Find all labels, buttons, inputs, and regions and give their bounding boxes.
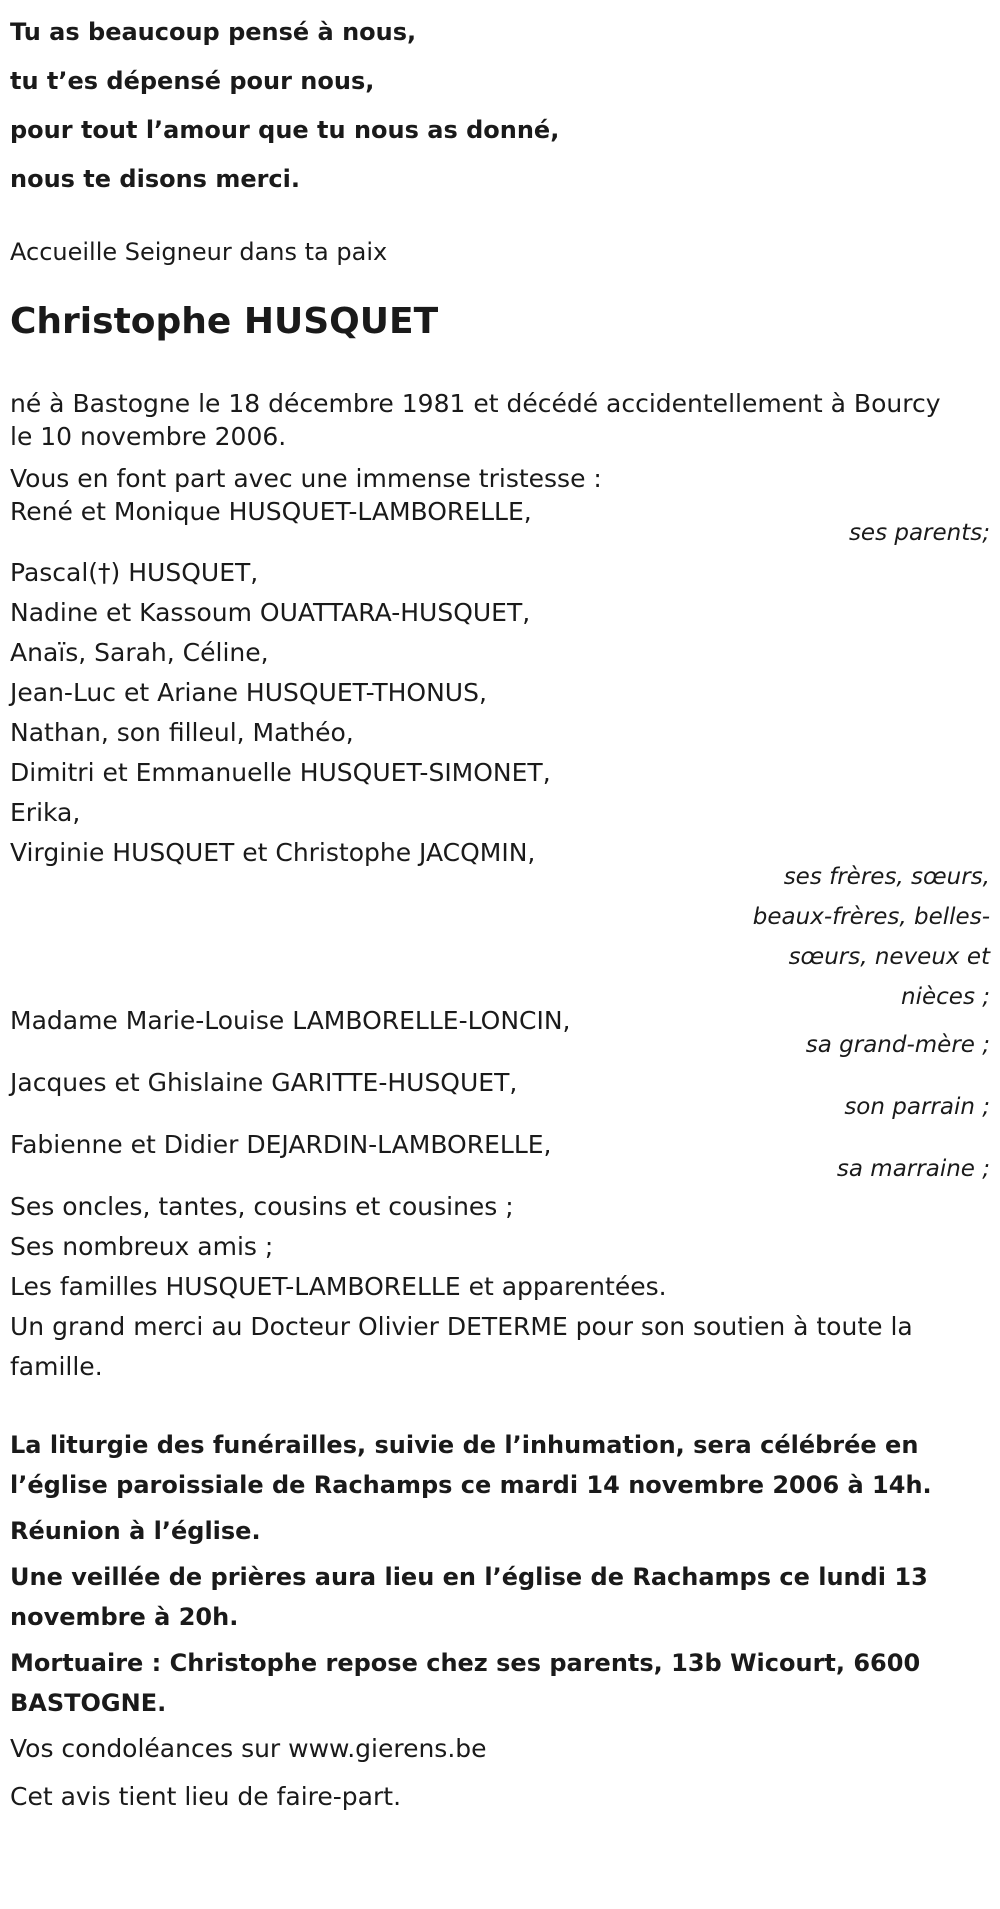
siblings-role-line: beaux-frères, belles- (752, 904, 990, 930)
siblings-role-line: ses frères, sœurs, (783, 864, 990, 890)
family-member: Dimitri et Emmanuelle HUSQUET-SIMONET, (10, 758, 551, 787)
liturgy-line: La liturgie des funérailles, suivie de l’inhumation, sera célébrée en (10, 1431, 919, 1459)
thanks-line: Un grand merci au Docteur Olivier DETERME pour son soutien à toute la (10, 1312, 913, 1341)
obituary-notice (10, 0, 990, 1817)
poem-line: tu t’es dépensé pour nous, (10, 67, 375, 95)
siblings-role-line: nièces ; (901, 984, 990, 1010)
relatives-line: Les familles HUSQUET-LAMBORELLE et apparentées. (10, 1272, 667, 1301)
godmother-role: sa marraine ; (836, 1156, 990, 1182)
birth-death-info (10, 384, 990, 457)
thanks-line: famille. (10, 1352, 103, 1381)
other-relatives (10, 1187, 990, 1387)
poem-line: nous te disons merci. (10, 165, 301, 193)
vigil-line: Une veillée de prières aura lieu en l’église de Rachamps ce lundi 13 (10, 1563, 928, 1591)
parents-role: ses parents; (848, 520, 990, 546)
liturgy-line: l’église paroissiale de Rachamps ce mardi 14 novembre 2006 à 14h. (10, 1471, 932, 1499)
mortuary-line: Mortuaire : Christophe repose chez ses parents, 13b Wicourt, 6600 (10, 1649, 921, 1677)
godmother-name: Fabienne et Didier DEJARDIN-LAMBORELLE, (10, 1130, 552, 1159)
godfather-role: son parrain ; (844, 1094, 990, 1120)
announcement-intro: Vous en font part avec une immense tristesse : (10, 464, 602, 493)
grandmother-group (10, 1001, 990, 1065)
deceased-name: Christophe HUSQUET (10, 301, 439, 342)
family-member: Jean-Luc et Ariane HUSQUET-THONUS, (10, 678, 487, 707)
birth-death-line: le 10 novembre 2006. (10, 422, 287, 451)
poem-line: Tu as beaucoup pensé à nous, (10, 18, 417, 46)
prayer: Accueille Seigneur dans ta paix (10, 238, 388, 266)
grandmother-name: Madame Marie-Louise LAMBORELLE-LONCIN, (10, 1006, 571, 1035)
parents-group (10, 492, 990, 553)
family-member: Virginie HUSQUET et Christophe JACQMIN, (10, 838, 536, 867)
family-member: Erika, (10, 798, 81, 827)
godfather-name: Jacques et Ghislaine GARITTE-HUSQUET, (10, 1068, 518, 1097)
reunion-info: Réunion à l’église. (10, 1517, 261, 1545)
poem-line: pour tout l’amour que tu nous as donné, (10, 116, 560, 144)
mortuary-info (10, 1643, 990, 1723)
mortuary-line: BASTOGNE. (10, 1689, 167, 1717)
vigil-line: novembre à 20h. (10, 1603, 239, 1631)
closing-note: Cet avis tient lieu de faire-part. (10, 1782, 402, 1811)
family-member: Nathan, son filleul, Mathéo, (10, 718, 354, 747)
birth-death-line: né à Bastogne le 18 décembre 1981 et décédé accidentellement à Bourcy (10, 389, 941, 418)
parents-name: René et Monique HUSQUET-LAMBORELLE, (10, 497, 532, 526)
relatives-line: Ses nombreux amis ; (10, 1232, 274, 1261)
siblings-role-line: sœurs, neveux et (788, 944, 990, 970)
family-member: Pascal(†) HUSQUET, (10, 558, 259, 587)
godmother-group (10, 1125, 990, 1189)
poem (10, 8, 990, 204)
family-member: Nadine et Kassoum OUATTARA-HUSQUET, (10, 598, 531, 627)
vigil-info (10, 1557, 990, 1637)
family-member: Anaïs, Sarah, Céline, (10, 638, 269, 667)
condolences-info: Vos condoléances sur www.gierens.be (10, 1734, 487, 1763)
grandmother-role: sa grand-mère ; (805, 1032, 990, 1058)
godfather-group (10, 1063, 990, 1127)
siblings-group (10, 553, 990, 1017)
relatives-line: Ses oncles, tantes, cousins et cousines ; (10, 1192, 514, 1221)
siblings-role (10, 857, 990, 1017)
liturgy-info (10, 1425, 990, 1505)
